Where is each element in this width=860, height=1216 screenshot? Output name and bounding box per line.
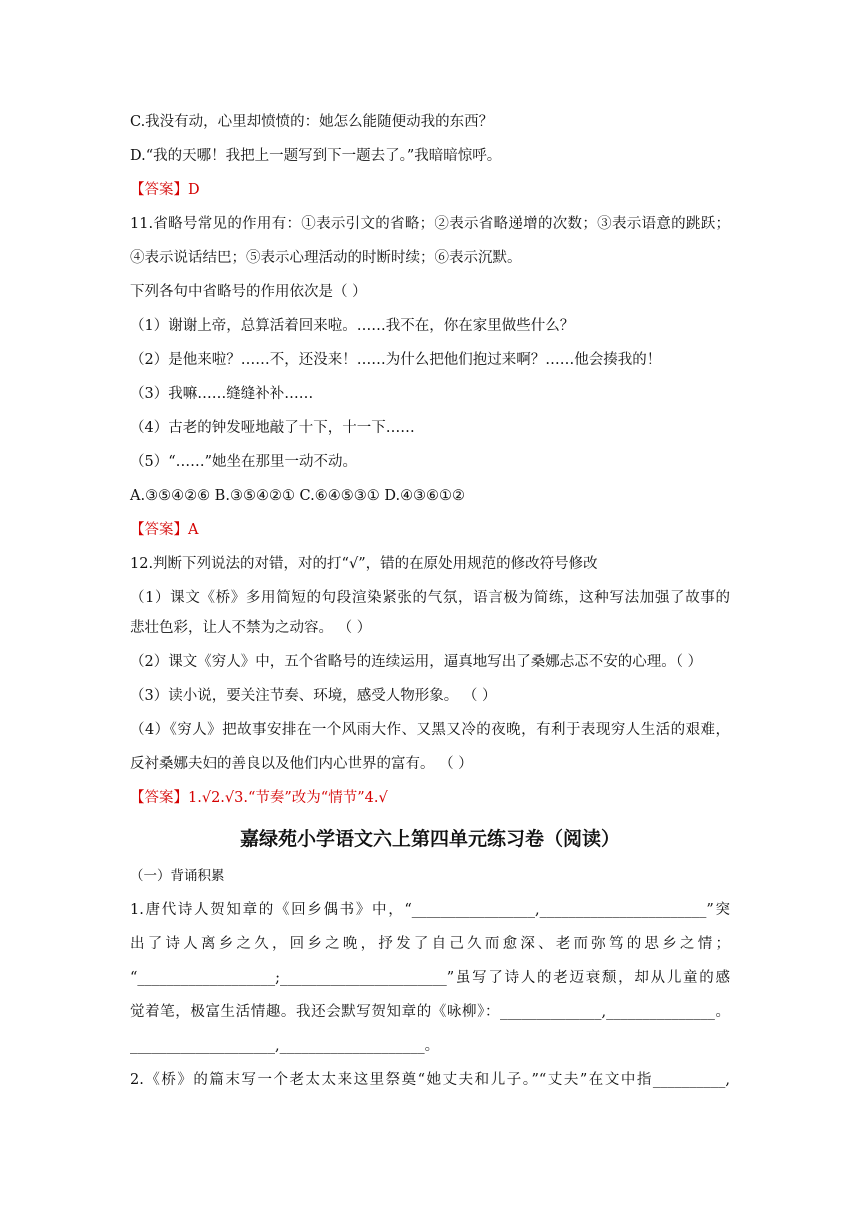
q12-item-4b: 反衬桑娜夫妇的善良以及他们内心世界的富有。 （ ） [130, 756, 473, 772]
q1-line-2: 出了诗人离乡之久，回乡之晚，抒发了自己久而愈深、老而弥笃的思乡之情； [130, 936, 730, 952]
q1-line-5: ____________________,____________________。 [130, 1038, 440, 1054]
q1-line-3: “___________________;_______________________”虽写了诗人的老迈衰颓，却从儿童的感 [130, 970, 730, 986]
q12-item-3: （3）读小说，要关注节奏、环境，感受人物形象。 （ ） [130, 688, 497, 704]
q12-item-4a: （4）《穷人》把故事安排在一个风雨大作、又黑又冷的夜晚，有利于表现穷人生活的艰难， [130, 722, 730, 738]
answer-11: 【答案】A [130, 522, 199, 538]
q11-item-2: （2）是他来啦？……不，还没来！……为什么把他们抱过来啊？……他会揍我的！ [130, 352, 662, 368]
option-c: C.我没有动，心里却愤愤的：她怎么能随便动我的东西？ [130, 114, 494, 130]
q12-item-1b: 悲壮色彩，让人不禁为之动容。 （ ） [130, 620, 372, 636]
q11-prompt: 下列各句中省略号的作用依次是（ ） [130, 284, 367, 300]
q11-text-1: 11.省略号常见的作用有：①表示引文的省略；②表示省略递增的次数；③表示语意的跳跃； [130, 216, 730, 232]
q2-line-1: 2.《桥》的篇末写一个老太太来这里祭奠“她丈夫和儿子。”“丈夫”在文中指__________, [130, 1072, 730, 1088]
q11-item-5: （5）“……”她坐在那里一动不动。 [130, 454, 358, 470]
option-d: D.“我的天哪！我把上一题写到下一题去了。”我暗暗惊呼。 [130, 148, 502, 164]
q11-item-4: （4）古老的钟发哑地敲了十下，十一下…… [130, 420, 415, 436]
answer-12: 【答案】1.√2.√3.“节奏”改为“情节”4.√ [130, 790, 388, 806]
q11-item-3: （3）我嘛……缝缝补补…… [130, 386, 314, 402]
q11-item-1: （1）谢谢上帝，总算活着回来啦。……我不在，你在家里做些什么？ [130, 318, 575, 334]
q11-options: A.③⑤④②⑥ B.③⑤④②① C.⑥④⑤③① D.④③⑥①② [130, 488, 466, 504]
section-heading: （一）背诵积累 [130, 868, 225, 884]
q1-line-1: 1.唐代诗人贺知章的《回乡偶书》中，“_________________,_______________________”突 [130, 902, 730, 918]
worksheet-title: 嘉绿苑小学语文六上第四单元练习卷（阅读） [239, 828, 620, 850]
q1-line-4: 觉着笔，极富生活情趣。我还会默写贺知章的《咏柳》：______________,_______________。 [130, 1004, 730, 1020]
q12-item-2: （2）课文《穷人》中，五个省略号的连续运用，逼真地写出了桑娜忐忑不安的心理。（ ） [130, 654, 703, 670]
answer-10: 【答案】D [130, 182, 200, 198]
q11-text-2: ④表示说话结巴；⑤表示心理活动的时断时续；⑥表示沉默。 [130, 250, 522, 266]
q12-text: 12.判断下列说法的对错，对的打“√”，错的在原处用规范的修改符号修改 [130, 556, 598, 572]
q12-item-1a: （1）课文《桥》多用简短的句段渲染紧张的气氛，语言极为简练，这种写法加强了故事的 [130, 590, 730, 606]
